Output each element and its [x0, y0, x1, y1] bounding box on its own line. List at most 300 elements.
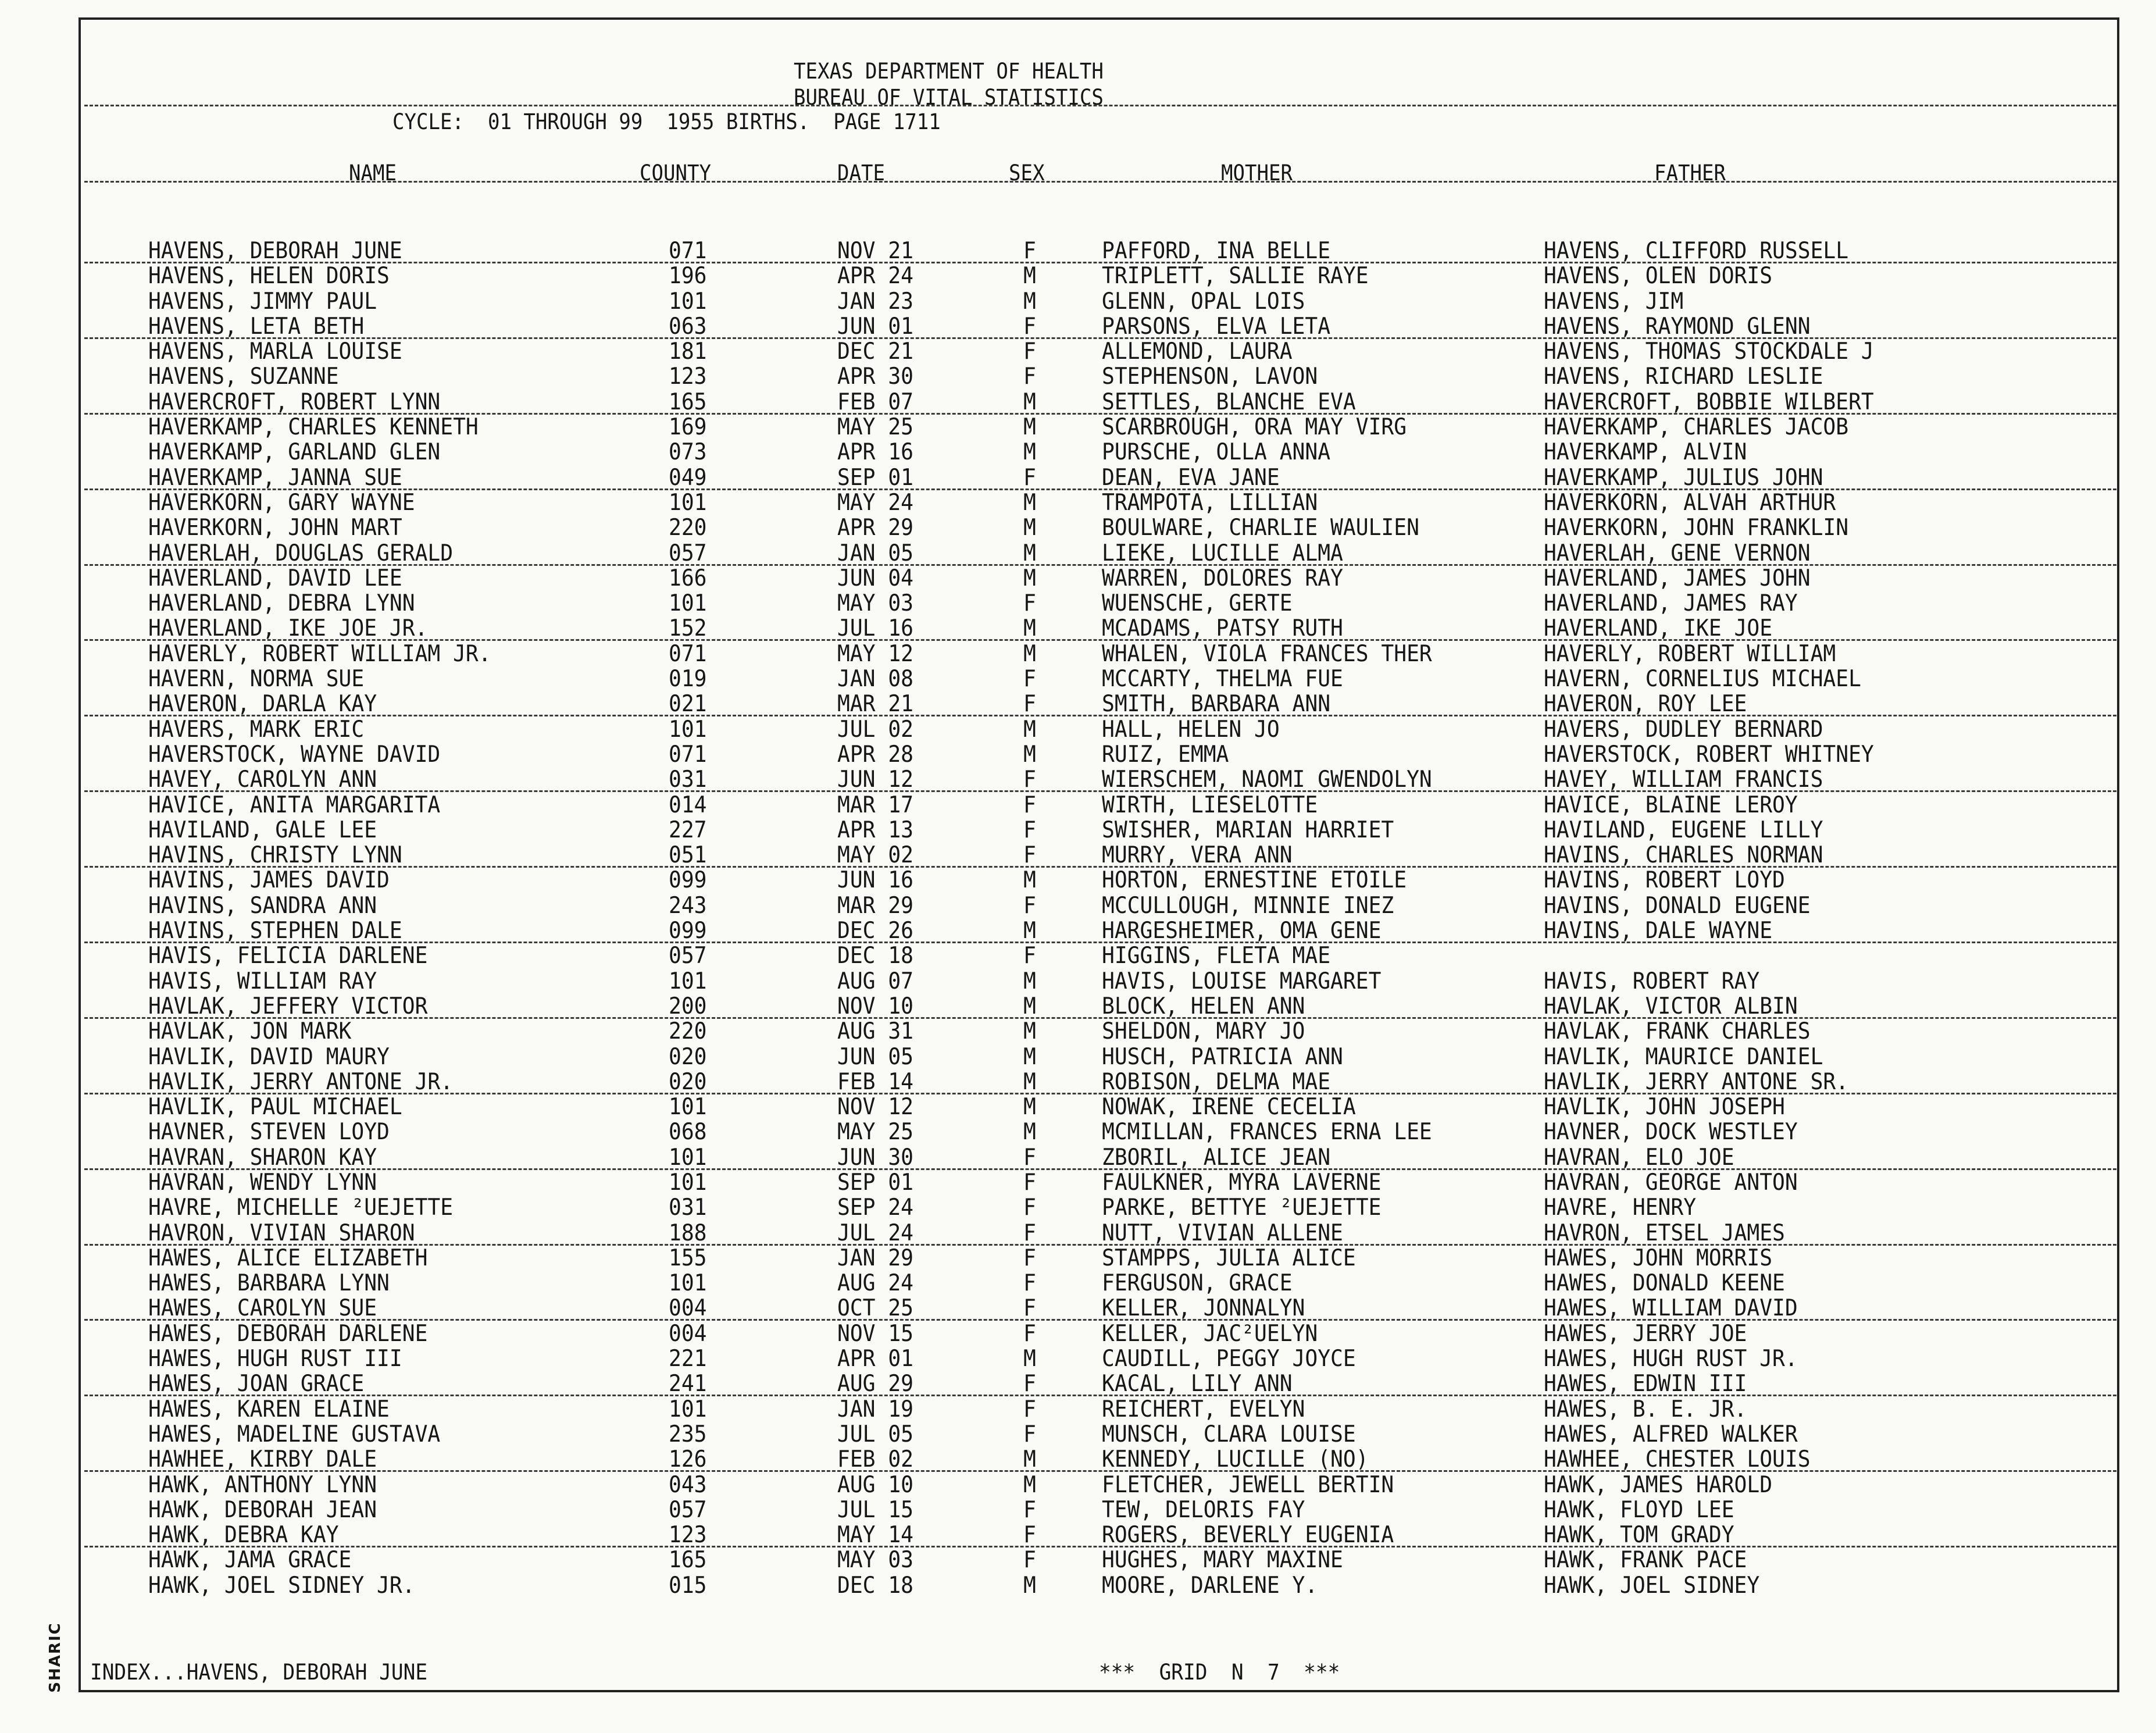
cell-name: HAWES, CAROLYN SUE: [148, 1295, 377, 1322]
cell-county: 101: [669, 1270, 707, 1297]
table-row: [0, 1296, 2156, 1321]
table-row: [0, 641, 2156, 666]
cell-sex: F: [1023, 464, 1036, 491]
cell-county: 196: [669, 263, 707, 290]
cell-mother: NOWAK, IRENE CECELIA: [1102, 1094, 1356, 1121]
cell-mother: FLETCHER, JEWELL BERTIN: [1102, 1471, 1394, 1498]
cell-mother: SHELDON, MARY JO: [1102, 1018, 1305, 1045]
cell-sex: M: [1023, 867, 1036, 894]
cell-county: 166: [669, 565, 707, 591]
cell-mother: MCCULLOUGH, MINNIE INEZ: [1102, 892, 1394, 919]
cell-mother: TRIPLETT, SALLIE RAYE: [1102, 263, 1369, 290]
cell-date: JUN 16: [837, 867, 914, 894]
cell-mother: SWISHER, MARIAN HARRIET: [1102, 816, 1394, 843]
cell-father: HAVERKORN, JOHN FRANKLIN: [1544, 515, 1849, 541]
table-row: [0, 339, 2156, 364]
cell-name: HAVENS, JIMMY PAUL: [148, 288, 377, 315]
cell-name: HAVNER, STEVEN LOYD: [148, 1119, 390, 1146]
cell-sex: F: [1023, 1245, 1036, 1271]
cell-father: HAWES, DONALD KEENE: [1544, 1270, 1785, 1297]
cell-county: 071: [669, 640, 707, 667]
cell-county: 101: [669, 1094, 707, 1121]
cell-mother: CAUDILL, PEGGY JOYCE: [1102, 1346, 1356, 1372]
table-row: [0, 263, 2156, 288]
cell-date: AUG 29: [837, 1371, 914, 1397]
cell-mother: MURRY, VERA ANN: [1102, 842, 1293, 869]
cell-name: HAVLAK, JON MARK: [148, 1018, 352, 1045]
table-row: [0, 666, 2156, 691]
cell-county: 235: [669, 1421, 707, 1447]
cell-county: 019: [669, 666, 707, 693]
cell-sex: F: [1023, 691, 1036, 718]
cell-father: HAVINS, CHARLES NORMAN: [1544, 842, 1823, 869]
cell-mother: BLOCK, HELEN ANN: [1102, 993, 1305, 1019]
cell-mother: HUSCH, PATRICIA ANN: [1102, 1043, 1343, 1070]
cell-date: APR 28: [837, 741, 914, 768]
table-row: [0, 1497, 2156, 1522]
cell-name: HAVERKAMP, JANNA SUE: [148, 464, 402, 491]
cell-county: 004: [669, 1320, 707, 1347]
cell-sex: F: [1023, 1522, 1036, 1549]
cell-mother: RUIZ, EMMA: [1102, 741, 1229, 768]
cell-father: HAVERLAND, JAMES JOHN: [1544, 565, 1811, 591]
cell-county: 188: [669, 1219, 707, 1246]
cell-county: 101: [669, 1396, 707, 1422]
cell-mother: STEPHENSON, LAVON: [1102, 363, 1318, 390]
cell-mother: FERGUSON, GRACE: [1102, 1270, 1293, 1297]
cell-county: 165: [669, 1547, 707, 1574]
cell-county: 165: [669, 388, 707, 415]
cell-date: JAN 05: [837, 540, 914, 566]
cell-father: HAVLAK, VICTOR ALBIN: [1544, 993, 1798, 1019]
cell-father: HAVIS, ROBERT RAY: [1544, 968, 1760, 994]
cell-date: MAR 21: [837, 691, 914, 718]
cell-date: MAR 29: [837, 892, 914, 919]
cell-name: HAVERLAND, DEBRA LYNN: [148, 590, 415, 617]
cell-sex: F: [1023, 1169, 1036, 1196]
cell-name: HAVLAK, JEFFERY VICTOR: [148, 993, 428, 1019]
cell-sex: M: [1023, 1346, 1036, 1372]
cell-date: FEB 02: [837, 1446, 914, 1473]
cell-mother: HALL, HELEN JO: [1102, 716, 1280, 743]
header-line-1: TEXAS DEPARTMENT OF HEALTH: [794, 59, 1104, 84]
cell-mother: ALLEMOND, LAURA: [1102, 338, 1293, 365]
cell-father: HAVINS, DONALD EUGENE: [1544, 892, 1811, 919]
cell-name: HAVRAN, WENDY LYNN: [148, 1169, 377, 1196]
cell-mother: PAFFORD, INA BELLE: [1102, 238, 1331, 264]
cell-father: HAWES, ALFRED WALKER: [1544, 1421, 1798, 1447]
cell-mother: MOORE, DARLENE Y.: [1102, 1572, 1318, 1599]
cell-mother: HARGESHEIMER, OMA GENE: [1102, 918, 1382, 944]
cell-sex: F: [1023, 1547, 1036, 1574]
cell-father: HAVLIK, JOHN JOSEPH: [1544, 1094, 1785, 1121]
cell-county: 101: [669, 1144, 707, 1171]
footer-grid: *** GRID N 7 ***: [1099, 1660, 1340, 1685]
cell-mother: HAVIS, LOUISE MARGARET: [1102, 968, 1382, 994]
cell-mother: SMITH, BARBARA ANN: [1102, 691, 1331, 718]
cell-father: HAVRON, ETSEL JAMES: [1544, 1219, 1785, 1246]
cell-sex: F: [1023, 363, 1036, 390]
cell-name: HAWES, MADELINE GUSTAVA: [148, 1421, 441, 1447]
cell-sex: F: [1023, 842, 1036, 869]
header-rule: [84, 105, 2116, 106]
cell-mother: LIEKE, LUCILLE ALMA: [1102, 540, 1343, 566]
col-father: FATHER: [1654, 161, 1726, 186]
cell-mother: KENNEDY, LUCILLE (NO): [1102, 1446, 1369, 1473]
col-name: NAME: [349, 161, 397, 186]
cell-date: JUL 16: [837, 615, 914, 642]
cell-date: JUN 12: [837, 766, 914, 793]
cell-county: 227: [669, 816, 707, 843]
table-row: [0, 1422, 2156, 1447]
cell-date: DEC 18: [837, 1572, 914, 1599]
col-county: COUNTY: [640, 161, 711, 186]
table-row: [0, 994, 2156, 1019]
cell-sex: M: [1023, 565, 1036, 591]
cell-county: 152: [669, 615, 707, 642]
table-row: [0, 793, 2156, 818]
cell-name: HAWES, DEBORAH DARLENE: [148, 1320, 428, 1347]
cell-name: HAVERSTOCK, WAYNE DAVID: [148, 741, 441, 768]
cell-name: HAVERN, NORMA SUE: [148, 666, 365, 693]
cell-county: 014: [669, 791, 707, 818]
table-row: [0, 1119, 2156, 1144]
cell-date: AUG 10: [837, 1471, 914, 1498]
cell-father: HAVICE, BLAINE LEROY: [1544, 791, 1798, 818]
cell-mother: KELLER, JAC²UELYN: [1102, 1320, 1318, 1347]
cell-date: APR 30: [837, 363, 914, 390]
cell-sex: M: [1023, 1068, 1036, 1095]
table-row: [0, 1170, 2156, 1195]
cell-mother: FAULKNER, MYRA LAVERNE: [1102, 1169, 1382, 1196]
cell-mother: MCMILLAN, FRANCES ERNA LEE: [1102, 1119, 1432, 1146]
table-row: [0, 591, 2156, 616]
cell-father: HAVERLY, ROBERT WILLIAM: [1544, 640, 1836, 667]
table-row: [0, 1522, 2156, 1547]
cell-date: NOV 10: [837, 993, 914, 1019]
cell-sex: M: [1023, 1471, 1036, 1498]
cell-date: MAY 14: [837, 1522, 914, 1549]
table-row: [0, 1246, 2156, 1271]
table-row: [0, 364, 2156, 389]
cell-county: 241: [669, 1371, 707, 1397]
cell-name: HAVLIK, PAUL MICHAEL: [148, 1094, 402, 1121]
cell-mother: STAMPPS, JULIA ALICE: [1102, 1245, 1356, 1271]
cell-sex: F: [1023, 791, 1036, 818]
table-row: [0, 767, 2156, 792]
table-row: [0, 943, 2156, 968]
cell-date: OCT 25: [837, 1295, 914, 1322]
cell-name: HAVILAND, GALE LEE: [148, 816, 377, 843]
cell-mother: PURSCHE, OLLA ANNA: [1102, 439, 1331, 466]
cell-county: 071: [669, 741, 707, 768]
cell-father: HAWK, FLOYD LEE: [1544, 1496, 1734, 1523]
table-row: [0, 1221, 2156, 1246]
cell-county: 099: [669, 867, 707, 894]
cell-date: MAY 03: [837, 1547, 914, 1574]
cell-date: JUL 02: [837, 716, 914, 743]
cell-mother: TEW, DELORIS FAY: [1102, 1496, 1305, 1523]
cell-father: HAVNER, DOCK WESTLEY: [1544, 1119, 1798, 1146]
cell-county: 071: [669, 238, 707, 264]
cell-sex: F: [1023, 1371, 1036, 1397]
footer-index: INDEX...HAVENS, DEBORAH JUNE: [90, 1660, 428, 1685]
cell-date: JUN 01: [837, 313, 914, 340]
cell-sex: F: [1023, 666, 1036, 693]
cell-sex: F: [1023, 1496, 1036, 1523]
cell-sex: M: [1023, 993, 1036, 1019]
cell-mother: BOULWARE, CHARLIE WAULIEN: [1102, 515, 1419, 541]
cell-county: 043: [669, 1471, 707, 1498]
cell-father: HAWK, JAMES HAROLD: [1544, 1471, 1773, 1498]
cell-sex: F: [1023, 1219, 1036, 1246]
table-row: [0, 1447, 2156, 1472]
table-row: [0, 742, 2156, 767]
cell-county: 015: [669, 1572, 707, 1599]
cell-father: HAVENS, JIM: [1544, 288, 1684, 315]
cell-name: HAWHEE, KIRBY DALE: [148, 1446, 377, 1473]
cell-mother: KACAL, LILY ANN: [1102, 1371, 1293, 1397]
header-line-2: BUREAU OF VITAL STATISTICS: [794, 85, 1104, 110]
cell-name: HAVRAN, SHARON KAY: [148, 1144, 377, 1171]
cell-county: 021: [669, 691, 707, 718]
cell-sex: F: [1023, 943, 1036, 969]
cell-date: APR 24: [837, 263, 914, 290]
cell-father: HAVINS, ROBERT LOYD: [1544, 867, 1785, 894]
cell-name: HAVENS, HELEN DORIS: [148, 263, 390, 290]
cell-name: HAVERKAMP, CHARLES KENNETH: [148, 414, 479, 441]
cell-father: HAVRAN, ELO JOE: [1544, 1144, 1734, 1171]
table-row: [0, 238, 2156, 263]
table-row: [0, 314, 2156, 339]
cell-date: DEC 26: [837, 918, 914, 944]
table-row: [0, 440, 2156, 465]
cell-date: APR 01: [837, 1346, 914, 1372]
cell-county: 220: [669, 1018, 707, 1045]
table-row: [0, 515, 2156, 540]
cell-sex: F: [1023, 816, 1036, 843]
table-row: [0, 1371, 2156, 1396]
cell-father: HAVERLAND, JAMES RAY: [1544, 590, 1798, 617]
cell-name: HAWES, ALICE ELIZABETH: [148, 1245, 428, 1271]
cell-name: HAVERKORN, JOHN MART: [148, 515, 402, 541]
cell-father: HAVERON, ROY LEE: [1544, 691, 1747, 718]
cell-father: HAVILAND, EUGENE LILLY: [1544, 816, 1823, 843]
table-row: [0, 289, 2156, 314]
table-row: [0, 541, 2156, 566]
cell-county: 020: [669, 1068, 707, 1095]
col-date: DATE: [837, 161, 885, 186]
cell-date: MAY 24: [837, 489, 914, 516]
cell-name: HAVIS, FELICIA DARLENE: [148, 943, 428, 969]
cell-mother: ROBISON, DELMA MAE: [1102, 1068, 1331, 1095]
cell-father: HAWES, WILLIAM DAVID: [1544, 1295, 1798, 1322]
cell-county: 101: [669, 489, 707, 516]
cell-county: 155: [669, 1245, 707, 1271]
table-row: [0, 1019, 2156, 1044]
cell-sex: M: [1023, 1446, 1036, 1473]
cell-sex: M: [1023, 414, 1036, 441]
cell-father: HAWES, HUGH RUST JR.: [1544, 1346, 1798, 1372]
cell-county: 221: [669, 1346, 707, 1372]
cell-county: 123: [669, 1522, 707, 1549]
table-row: [0, 868, 2156, 893]
cell-father: HAVEY, WILLIAM FRANCIS: [1544, 766, 1823, 793]
cell-sex: M: [1023, 615, 1036, 642]
cell-mother: MCCARTY, THELMA FUE: [1102, 666, 1343, 693]
cell-father: HAVENS, OLEN DORIS: [1544, 263, 1773, 290]
cell-date: SEP 01: [837, 464, 914, 491]
cell-date: MAY 12: [837, 640, 914, 667]
cell-name: HAVRON, VIVIAN SHARON: [148, 1219, 415, 1246]
cell-date: FEB 07: [837, 388, 914, 415]
cell-county: 126: [669, 1446, 707, 1473]
cell-name: HAVEY, CAROLYN ANN: [148, 766, 377, 793]
cell-mother: MCADAMS, PATSY RUTH: [1102, 615, 1343, 642]
cell-sex: F: [1023, 766, 1036, 793]
cell-county: 169: [669, 414, 707, 441]
cell-father: HAVERLAND, IKE JOE: [1544, 615, 1773, 642]
cell-name: HAWES, BARBARA LYNN: [148, 1270, 390, 1297]
cell-father: HAWHEE, CHESTER LOUIS: [1544, 1446, 1811, 1473]
cell-mother: WUENSCHE, GERTE: [1102, 590, 1293, 617]
cell-father: HAVINS, DALE WAYNE: [1544, 918, 1773, 944]
cell-sex: F: [1023, 338, 1036, 365]
cell-father: HAVERKAMP, ALVIN: [1544, 439, 1747, 466]
cell-county: 031: [669, 1194, 707, 1221]
cell-date: JUN 05: [837, 1043, 914, 1070]
cell-county: 063: [669, 313, 707, 340]
table-row: [0, 918, 2156, 943]
table-row: [0, 1195, 2156, 1220]
cell-sex: M: [1023, 1018, 1036, 1045]
cell-father: HAVERKAMP, JULIUS JOHN: [1544, 464, 1823, 491]
cell-county: 031: [669, 766, 707, 793]
side-label: SHARIC: [47, 1622, 64, 1693]
cell-sex: M: [1023, 1572, 1036, 1599]
cell-sex: F: [1023, 892, 1036, 919]
cell-name: HAVERLAH, DOUGLAS GERALD: [148, 540, 454, 566]
cell-sex: M: [1023, 918, 1036, 944]
cell-county: 049: [669, 464, 707, 491]
cell-sex: F: [1023, 1270, 1036, 1297]
cell-father: HAVERKORN, ALVAH ARTHUR: [1544, 489, 1836, 516]
cell-mother: HIGGINS, FLETA MAE: [1102, 943, 1331, 969]
table-row: [0, 893, 2156, 918]
cell-sex: M: [1023, 1119, 1036, 1146]
cell-mother: TRAMPOTA, LILLIAN: [1102, 489, 1318, 516]
col-mother: MOTHER: [1221, 161, 1293, 186]
cell-sex: F: [1023, 1295, 1036, 1322]
cell-sex: M: [1023, 489, 1036, 516]
cell-mother: ROGERS, BEVERLY EUGENIA: [1102, 1522, 1394, 1549]
cell-county: 123: [669, 363, 707, 390]
cell-father: HAVENS, RAYMOND GLENN: [1544, 313, 1811, 340]
cell-father: HAVENS, CLIFFORD RUSSELL: [1544, 238, 1849, 264]
cell-father: HAVERS, DUDLEY BERNARD: [1544, 716, 1823, 743]
table-row: [0, 1145, 2156, 1170]
cell-county: 004: [669, 1295, 707, 1322]
cell-county: 051: [669, 842, 707, 869]
cell-date: AUG 24: [837, 1270, 914, 1297]
cell-name: HAVERLY, ROBERT WILLIAM JR.: [148, 640, 491, 667]
cell-father: HAVENS, THOMAS STOCKDALE J: [1544, 338, 1874, 365]
cell-father: HAVERN, CORNELIUS MICHAEL: [1544, 666, 1861, 693]
cell-sex: M: [1023, 288, 1036, 315]
cell-date: DEC 18: [837, 943, 914, 969]
cell-mother: WARREN, DOLORES RAY: [1102, 565, 1343, 591]
cell-mother: NUTT, VIVIAN ALLENE: [1102, 1219, 1343, 1246]
cell-sex: M: [1023, 640, 1036, 667]
table-row: [0, 616, 2156, 641]
cell-father: HAVRAN, GEORGE ANTON: [1544, 1169, 1798, 1196]
cell-county: 057: [669, 1496, 707, 1523]
cell-name: HAVERLAND, IKE JOE JR.: [148, 615, 428, 642]
table-row: [0, 1346, 2156, 1371]
table-row: [0, 1271, 2156, 1296]
cell-date: MAY 02: [837, 842, 914, 869]
cell-date: JUL 05: [837, 1421, 914, 1447]
cell-county: 101: [669, 288, 707, 315]
cell-name: HAVERKAMP, GARLAND GLEN: [148, 439, 441, 466]
cell-county: 243: [669, 892, 707, 919]
cell-date: AUG 07: [837, 968, 914, 994]
cell-date: MAR 17: [837, 791, 914, 818]
cell-county: 099: [669, 918, 707, 944]
cell-date: FEB 14: [837, 1068, 914, 1095]
cell-sex: M: [1023, 1043, 1036, 1070]
table-row: [0, 1573, 2156, 1598]
cell-sex: M: [1023, 263, 1036, 290]
cell-name: HAVINS, STEPHEN DALE: [148, 918, 402, 944]
cell-date: JAN 19: [837, 1396, 914, 1422]
cell-mother: KELLER, JONNALYN: [1102, 1295, 1305, 1322]
cell-father: HAVLAK, FRANK CHARLES: [1544, 1018, 1811, 1045]
col-sex: SEX: [1009, 161, 1045, 186]
cell-sex: F: [1023, 238, 1036, 264]
cell-mother: REICHERT, EVELYN: [1102, 1396, 1305, 1422]
cell-father: HAWK, FRANK PACE: [1544, 1547, 1747, 1574]
table-row: [0, 390, 2156, 415]
cell-date: MAY 25: [837, 414, 914, 441]
table-row: [0, 566, 2156, 591]
cell-name: HAVLIK, DAVID MAURY: [148, 1043, 390, 1070]
records-table: [0, 238, 2156, 1598]
cell-county: 068: [669, 1119, 707, 1146]
cell-county: 181: [669, 338, 707, 365]
cell-sex: M: [1023, 515, 1036, 541]
cell-mother: WHALEN, VIOLA FRANCES THER: [1102, 640, 1432, 667]
cell-father: HAWES, EDWIN III: [1544, 1371, 1747, 1397]
cell-name: HAWES, JOAN GRACE: [148, 1371, 365, 1397]
cell-name: HAVINS, JAMES DAVID: [148, 867, 390, 894]
table-row: [0, 1321, 2156, 1346]
cell-date: AUG 31: [837, 1018, 914, 1045]
cell-date: JAN 08: [837, 666, 914, 693]
cell-name: HAWK, DEBRA KAY: [148, 1522, 339, 1549]
cell-date: SEP 24: [837, 1194, 914, 1221]
cell-father: HAVENS, RICHARD LESLIE: [1544, 363, 1823, 390]
table-row: [0, 1472, 2156, 1497]
cell-mother: ZBORIL, ALICE JEAN: [1102, 1144, 1331, 1171]
table-row: [0, 1044, 2156, 1069]
cell-father: HAVERLAH, GENE VERNON: [1544, 540, 1811, 566]
table-row: [0, 1397, 2156, 1422]
cell-date: SEP 01: [837, 1169, 914, 1196]
cell-sex: M: [1023, 388, 1036, 415]
cell-father: HAWES, B. E. JR.: [1544, 1396, 1747, 1422]
cell-name: HAVRE, MICHELLE ²UEJETTE: [148, 1194, 454, 1221]
